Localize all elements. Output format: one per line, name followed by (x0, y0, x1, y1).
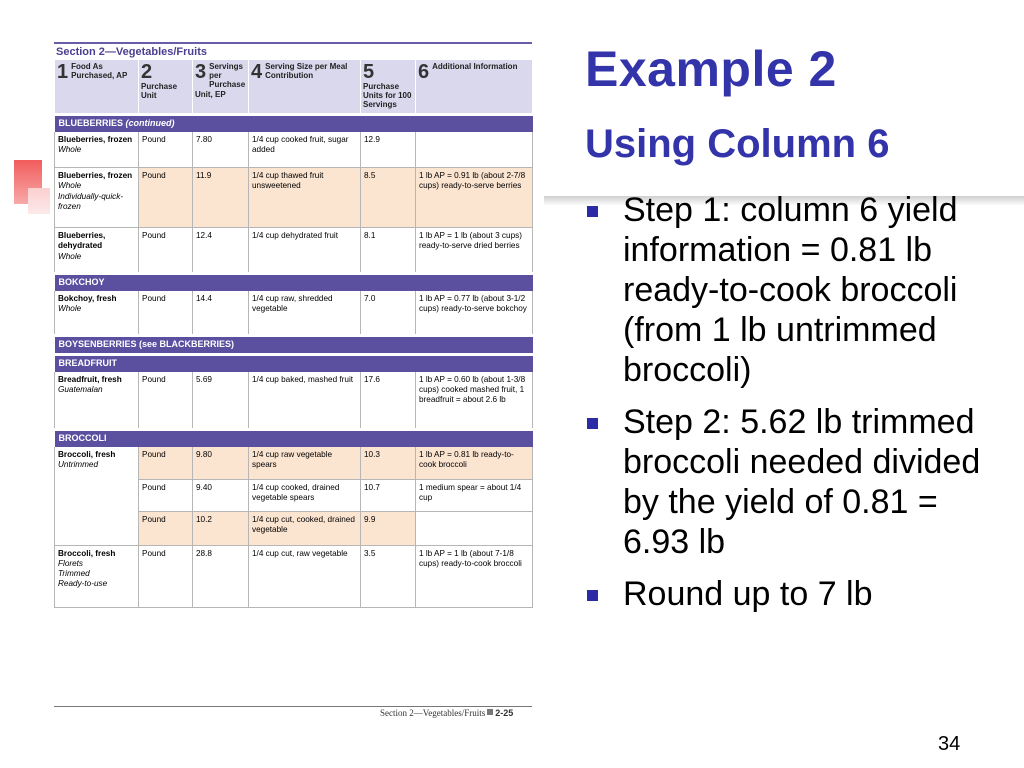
column-header-3 (193, 60, 249, 114)
additional-info (416, 511, 533, 545)
square-separator-icon (487, 709, 493, 715)
category-label: BREADFRUIT (55, 354, 533, 372)
units-for-100: 8.1 (361, 228, 416, 274)
additional-info: 1 lb AP = 0.91 lb (about 2-7/8 cups) ready-to-serve berries (416, 168, 533, 228)
slide-page-number: 34 (938, 733, 961, 755)
table-row (55, 291, 533, 335)
table-row (55, 447, 533, 479)
purchase-unit: Pound (139, 545, 193, 607)
column-number: 4 (251, 61, 263, 83)
decorative-square-pink (28, 188, 50, 214)
category-label (55, 114, 533, 132)
serving-size: 1/4 cup dehydrated fruit (249, 228, 361, 274)
units-for-100: 7.0 (361, 291, 416, 335)
category-band (55, 430, 533, 448)
servings-per-unit: 9.80 (193, 447, 249, 479)
slide-subtitle: Using Column 6 (585, 122, 890, 166)
purchase-unit: Pound (139, 479, 193, 511)
table-row (55, 372, 533, 430)
bullet-item (585, 190, 1005, 390)
food-buying-guide-table (54, 42, 532, 608)
additional-info: 1 medium spear = about 1/4 cup (416, 479, 533, 511)
category-band (55, 114, 533, 132)
food-cell (55, 291, 139, 335)
food-form: Untrimmed (58, 460, 99, 470)
category-label: BOYSENBERRIES (see BLACKBERRIES) (55, 335, 533, 354)
bullet-list (585, 190, 1005, 626)
column-header-1 (55, 60, 139, 114)
units-for-100: 10.3 (361, 447, 416, 479)
food-cell (55, 447, 139, 479)
square-bullet-icon (587, 590, 598, 601)
servings-per-unit: 9.40 (193, 479, 249, 511)
food-cell (55, 479, 139, 511)
additional-info: 1 lb AP = 1 lb (about 3 cups) ready-to-serve dried berries (416, 228, 533, 274)
additional-info (416, 132, 533, 168)
additional-info: 1 lb AP = 1 lb (about 7-1/8 cups) ready-to-cook broccoli (416, 545, 533, 607)
column-number: 3 (195, 61, 207, 83)
table-row (55, 168, 533, 228)
column-number: 1 (57, 61, 69, 83)
column-label: Purchase Units for 100 Servings (363, 82, 412, 110)
units-for-100: 12.9 (361, 132, 416, 168)
purchase-unit: Pound (139, 291, 193, 335)
serving-size: 1/4 cup cooked, drained vegetable spears (249, 479, 361, 511)
purchase-unit: Pound (139, 447, 193, 479)
column-label: Additional Information (432, 62, 518, 71)
category-note: (continued) (125, 117, 175, 128)
additional-info: 1 lb AP = 0.81 lb ready-to-cook broccoli (416, 447, 533, 479)
serving-size: 1/4 cup cooked fruit, sugar added (249, 132, 361, 168)
slide-title: Example 2 (585, 41, 837, 97)
section-title: Section 2—Vegetables/Fruits (56, 46, 207, 58)
purchase-unit: Pound (139, 372, 193, 430)
food-cell (55, 132, 139, 168)
table-row (55, 479, 533, 511)
servings-per-unit: 7.80 (193, 132, 249, 168)
yield-table (54, 60, 533, 608)
food-name: Breadfruit, fresh (58, 374, 122, 384)
column-label: Servings per Purchase Unit, EP (195, 62, 246, 99)
serving-size: 1/4 cup cut, raw vegetable (249, 545, 361, 607)
table-row (55, 228, 533, 274)
doc-page-number: 2-25 (495, 708, 514, 718)
servings-per-unit: 14.4 (193, 291, 249, 335)
table-row (55, 545, 533, 607)
table-header-row (55, 60, 533, 114)
column-label: Food As Purchased, AP (71, 62, 128, 81)
column-header-4 (249, 60, 361, 114)
food-cell (55, 545, 139, 607)
purchase-unit: Pound (139, 132, 193, 168)
doc-bottom-rule (54, 706, 532, 707)
column-number: 5 (363, 61, 375, 83)
food-form: Whole (58, 144, 82, 154)
food-form: Whole (58, 251, 82, 261)
category-band (55, 274, 533, 292)
bullet-item (585, 574, 1005, 614)
doc-footer (380, 708, 513, 718)
additional-info: 1 lb AP = 0.60 lb (about 1-3/8 cups) cooked mashed fruit, 1 breadfruit = about 2.6 lb (416, 372, 533, 430)
column-number: 6 (418, 61, 430, 83)
serving-size: 1/4 cup thawed fruit unsweetened (249, 168, 361, 228)
food-name: Broccoli, fresh (58, 548, 116, 558)
servings-per-unit: 12.4 (193, 228, 249, 274)
table-row (55, 132, 533, 168)
table-row (55, 511, 533, 545)
units-for-100: 10.7 (361, 479, 416, 511)
purchase-unit: Pound (139, 228, 193, 274)
square-bullet-icon (587, 418, 598, 429)
bullet-item (585, 402, 1005, 562)
doc-footer-text: Section 2—Vegetables/Fruits (380, 708, 486, 718)
units-for-100: 9.9 (361, 511, 416, 545)
column-label: Purchase Unit (141, 82, 178, 101)
square-bullet-icon (587, 206, 598, 217)
food-cell (55, 372, 139, 430)
food-name: Broccoli, fresh (58, 450, 116, 460)
purchase-unit: Pound (139, 511, 193, 545)
food-name: Blueberries, dehydrated (58, 231, 106, 251)
servings-per-unit: 10.2 (193, 511, 249, 545)
column-header-6 (416, 60, 533, 114)
bullet-text: Step 2: 5.62 lb trimmed broccoli needed divided by the yield of 0.81 = 6.93 lb (623, 403, 981, 561)
category-name: BLUEBERRIES (58, 117, 124, 128)
food-form: Florets Trimmed Ready-to-use (58, 558, 108, 589)
food-name: Bokchoy, fresh (58, 294, 117, 304)
bullet-text: Step 1: column 6 yield information = 0.81 lb ready-to-cook broccoli (from 1 lb untrimmed broccoli) (623, 191, 958, 389)
additional-info: 1 lb AP = 0.77 lb (about 3-1/2 cups) ready-to-serve bokchoy (416, 291, 533, 335)
category-band (55, 354, 533, 372)
food-cell (55, 511, 139, 545)
category-band (55, 335, 533, 354)
units-for-100: 8.5 (361, 168, 416, 228)
food-form: Guatemalan (58, 384, 103, 394)
food-name: Blueberries, frozen (58, 171, 133, 181)
food-name: Blueberries, frozen (58, 134, 133, 144)
column-header-2 (139, 60, 193, 114)
servings-per-unit: 5.69 (193, 372, 249, 430)
purchase-unit: Pound (139, 168, 193, 228)
serving-size: 1/4 cup raw vegetable spears (249, 447, 361, 479)
food-form: Whole (58, 304, 82, 314)
category-label: BROCCOLI (55, 430, 533, 448)
serving-size: 1/4 cup cut, cooked, drained vegetable (249, 511, 361, 545)
food-cell (55, 168, 139, 228)
serving-size: 1/4 cup baked, mashed fruit (249, 372, 361, 430)
servings-per-unit: 28.8 (193, 545, 249, 607)
column-label: Serving Size per Meal Contribution (265, 62, 348, 81)
category-label: BOKCHOY (55, 274, 533, 292)
units-for-100: 17.6 (361, 372, 416, 430)
column-number: 2 (141, 61, 153, 83)
food-form: Whole Individually-quick-frozen (58, 181, 124, 211)
units-for-100: 3.5 (361, 545, 416, 607)
food-cell (55, 228, 139, 274)
bullet-text: Round up to 7 lb (623, 575, 873, 613)
column-header-5 (361, 60, 416, 114)
serving-size: 1/4 cup raw, shredded vegetable (249, 291, 361, 335)
servings-per-unit: 11.9 (193, 168, 249, 228)
